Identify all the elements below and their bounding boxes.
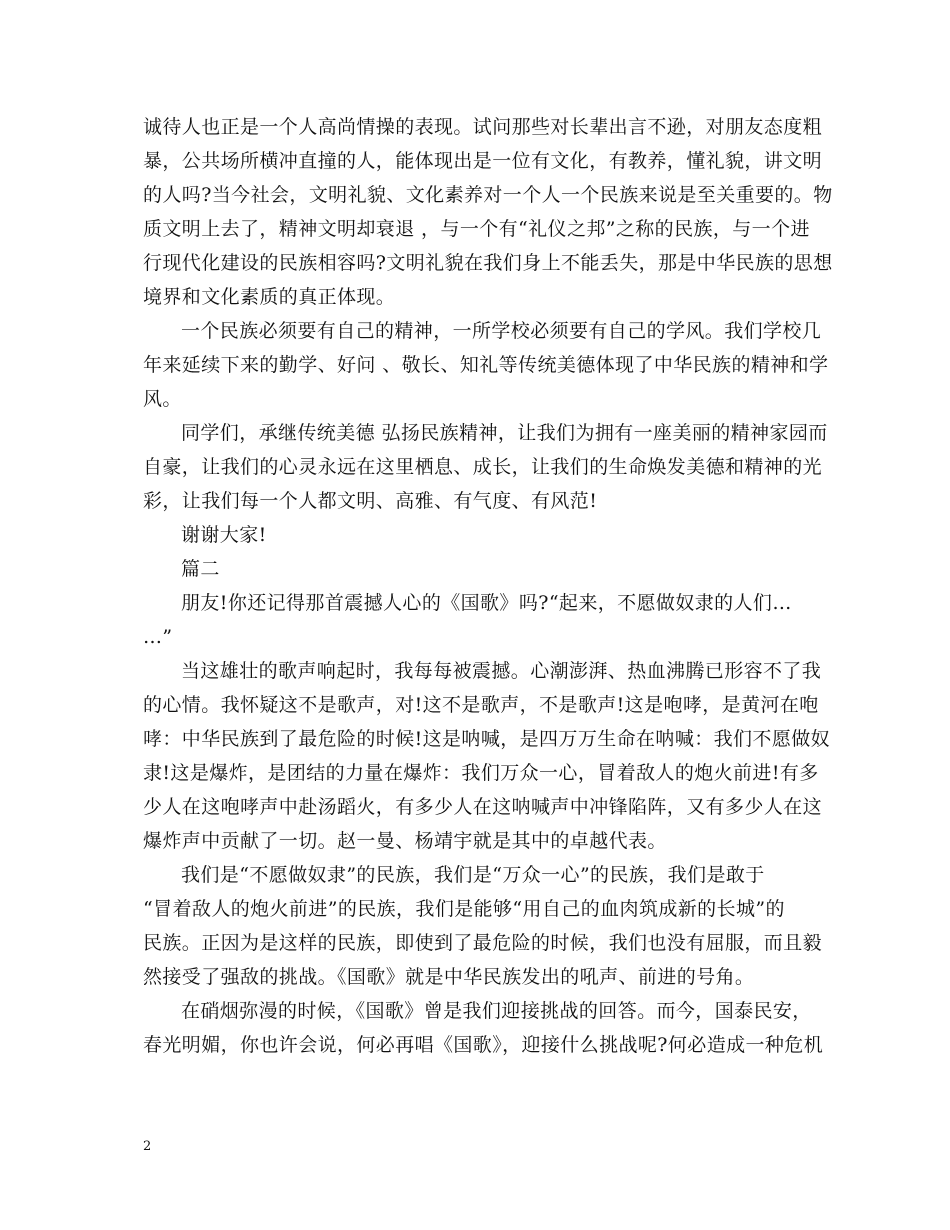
page-number: 2: [143, 1139, 152, 1154]
body-line: “冒着敌人的炮火前进”的民族，我们是能够“用自己的血肉筑成新的长城”的: [143, 898, 785, 920]
body-line: 彩，让我们每一个人都文明、高雅、有气度、有风范!: [143, 490, 598, 512]
body-line: 民族。正因为是这样的民族，即使到了最危险的时候，我们也没有屈服，而且毅: [143, 932, 823, 954]
body-line: 的心情。我怀疑这不是歌声，对!这不是歌声，不是歌声!这是咆哮，是黄河在咆: [143, 694, 819, 716]
paragraph-first-line: 当这雄壮的歌声响起时，我每每被震撼。心潮澎湃、热血沸腾已形容不了我: [181, 660, 822, 682]
body-line: …”: [143, 626, 173, 648]
body-line: 爆炸声中贡献了一切。赵一曼、杨靖宇就是其中的卓越代表。: [143, 830, 667, 852]
body-line: 年来延续下来的勤学、好问 、敬长、知礼等传统美德体现了中华民族的精神和学: [143, 354, 829, 376]
body-line: 的人吗?当今社会，文明礼貌、文化素养对一个人一个民族来说是至关重要的。物: [143, 184, 833, 206]
body-line: 春光明媚，你也许会说，何必再唱《国歌》，迎接什么挑战呢?何必造成一种危机: [143, 1034, 824, 1056]
body-line: 自豪，让我们的心灵永远在这里栖息、成长，让我们的生命焕发美德和精神的光: [143, 456, 823, 478]
paragraph-first-line: 一个民族必须要有自己的精神，一所学校必须要有自己的学风。我们学校几: [181, 320, 822, 342]
body-line: 境界和文化素质的真正体现。: [143, 286, 396, 308]
paragraph-first-line: 我们是“不愿做奴隶”的民族，我们是“万众一心”的民族，我们是敢于: [181, 864, 765, 886]
body-line: 风。: [143, 388, 182, 410]
body-line: 少人在这咆哮声中赴汤蹈火，有多少人在这呐喊声中冲锋陷阵，又有多少人在这: [143, 796, 823, 818]
paragraph-first-line: 在硝烟弥漫的时候，《国歌》曾是我们迎接挑战的回答。而今，国泰民安，: [181, 1000, 812, 1022]
body-line: 诚待人也正是一个人高尚情操的表现。试问那些对长辈出言不逊，对朋友态度粗: [143, 116, 823, 138]
body-line: 隶!这是爆炸，是团结的力量在爆炸：我们万众一心，冒着敌人的炮火前进!有多: [143, 762, 819, 784]
paragraph-first-line: 同学们，承继传统美德 弘扬民族精神，让我们为拥有一座美丽的精神家园而: [181, 422, 828, 444]
body-line: 哮：中华民族到了最危险的时候!这是呐喊，是四万万生命在呐喊：我们不愿做奴: [143, 728, 831, 750]
body-line: 行现代化建设的民族相容吗?文明礼貌在我们身上不能丢失，那是中华民族的思想: [143, 252, 833, 274]
body-line: 暴，公共场所横冲直撞的人，能体现出是一位有文化，有教养，懂礼貌，讲文明: [143, 150, 823, 172]
section-heading: 篇二: [181, 558, 220, 580]
body-line: 质文明上去了，精神文明却衰退 ，与一个有“礼仪之邦”之称的民族，与一个进: [143, 218, 810, 240]
body-line: 然接受了强敌的挑战。《国歌》就是中华民族发出的吼声、前进的号角。: [143, 966, 755, 988]
closing-line: 谢谢大家!: [181, 524, 267, 546]
paragraph-first-line: 朋友!你还记得那首震撼人心的《国歌》吗?“起来，不愿做奴隶的人们…: [181, 592, 792, 614]
